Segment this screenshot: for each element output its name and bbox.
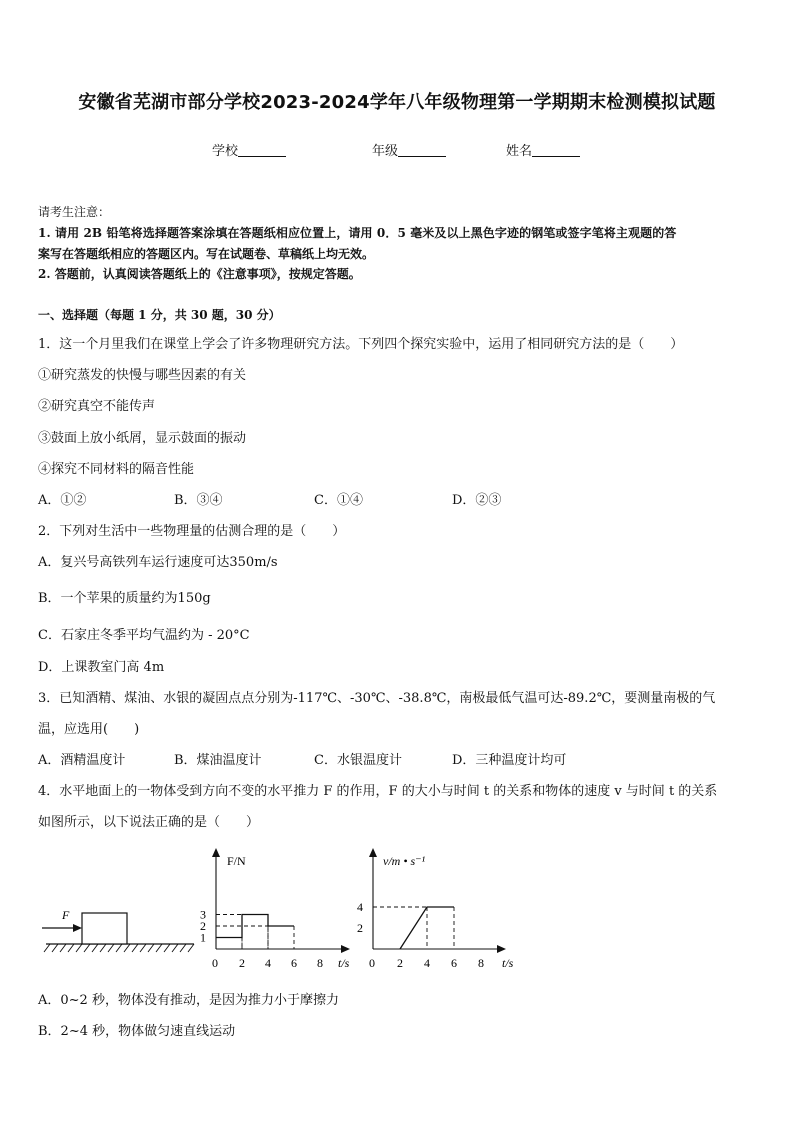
g1-xtick-label: 8 <box>317 956 323 970</box>
notice-line-1b: 案写在答题纸相应的答题区内。写在试题卷、草稿纸上均无效。 <box>38 247 375 261</box>
name-field[interactable] <box>506 140 580 159</box>
block-diagram <box>42 908 194 952</box>
q1-stem: 1．这一个月里我们在课堂上学会了许多物理研究方法。下列四个探究实验中，运用了相同研究方法的是（ ） <box>38 337 684 352</box>
q3-stem-line-2: 温，应选用( ) <box>38 722 140 737</box>
q2-stem: 2．下列对生活中一些物理量的估测合理的是（ ） <box>38 524 346 539</box>
section-heading: 一、选择题（每题 1 分，共 30 题，30 分） <box>38 308 281 322</box>
velocity-time-graph <box>357 848 514 970</box>
name-blank <box>532 142 580 157</box>
q1-option-a[interactable]: A．①② <box>38 493 87 508</box>
graph2-yticks <box>357 900 363 935</box>
graph2-y-arrow <box>369 848 377 857</box>
q1-item-4: ④探究不同材料的隔音性能 <box>38 462 195 477</box>
q3-option-b[interactable]: B．煤油温度计 <box>174 753 262 768</box>
notice-line-2: 2. 答题前，认真阅读答题纸上的《注意事项》，按规定答题。 <box>38 267 361 281</box>
school-field[interactable] <box>212 140 286 159</box>
g2-xtick-label: 8 <box>478 956 484 970</box>
graph1-x-arrow <box>341 945 350 953</box>
q1-item-2: ②研究真空不能传声 <box>38 399 156 414</box>
graph1-xlabel: t/s <box>338 956 350 970</box>
graph1-xticks <box>212 956 323 970</box>
g1-xtick-label: 6 <box>291 956 297 970</box>
block <box>82 913 127 944</box>
q3-option-a[interactable]: A．酒精温度计 <box>38 753 126 768</box>
q2-option-b[interactable]: B．一个苹果的质量约为150g <box>38 591 211 606</box>
q4-option-a[interactable]: A．0~2 秒，物体没有推动，是因为推力小于摩擦力 <box>38 993 339 1008</box>
force-arrow-head <box>73 924 82 932</box>
q4-stem-line-1: 4．水平地面上的一物体受到方向不变的水平推力 F 的作用，F 的大小与时间 t 的关系和物体的速度 v 与时间 t 的关系 <box>38 784 718 799</box>
q1-option-d[interactable]: D．②③ <box>452 493 502 508</box>
q4-figure <box>0 840 794 980</box>
g2-xtick-label: 2 <box>397 956 403 970</box>
q3-option-c[interactable]: C．水银温度计 <box>314 753 402 768</box>
q2-option-a[interactable]: A．复兴号高铁列车运行速度可达350m/s <box>38 555 278 570</box>
notice-line-1a: 1. 请用 2B 铅笔将选择题答案涂填在答题纸相应位置上，请用 0．5 毫米及以上黑色字迹的钢笔或签字笔将主观题的答 <box>38 226 677 240</box>
g1-xtick-label: 4 <box>265 956 271 970</box>
g2-xtick-label: 4 <box>424 956 430 970</box>
grade-field[interactable] <box>372 140 446 159</box>
g1-xtick-label: 0 <box>212 956 218 970</box>
graph2-x-arrow <box>497 945 506 953</box>
g2-ytick-label: 4 <box>357 900 363 914</box>
graph1-yticks <box>200 908 206 945</box>
q1-item-3: ③鼓面上放小纸屑，显示鼓面的振动 <box>38 431 247 446</box>
grade-label: 年级 <box>372 144 399 159</box>
graph1-ylabel: F/N <box>227 854 246 868</box>
q1-option-b[interactable]: B．③④ <box>174 493 223 508</box>
q3-option-d[interactable]: D．三种温度计均可 <box>452 753 567 768</box>
graph1-y-arrow <box>212 848 220 857</box>
q1-item-1: ①研究蒸发的快慢与哪些因素的有关 <box>38 368 247 383</box>
school-label: 学校 <box>212 144 239 159</box>
ground-hatching <box>44 944 194 952</box>
q1-option-c[interactable]: C．①④ <box>314 493 363 508</box>
g1-ytick-label: 3 <box>200 907 206 922</box>
force-label: F <box>62 908 70 922</box>
force-time-graph <box>200 848 350 970</box>
page-title: 安徽省芜湖市部分学校2023-2024学年八年级物理第一学期期末检测模拟试题 <box>78 92 716 113</box>
g1-ytick-label: 1 <box>200 930 206 945</box>
graph1-guides <box>216 915 294 950</box>
g2-xtick-label: 0 <box>369 956 375 970</box>
q3-stem-line-1: 3．已知酒精、煤油、水银的凝固点点分别为-117℃、-30℃、-38.8℃，南极最低气温可达-89.2℃，要测量南极的气 <box>38 691 716 706</box>
q4-option-b[interactable]: B．2~4 秒，物体做匀速直线运动 <box>38 1024 236 1039</box>
notice-heading: 请考生注意： <box>38 205 111 219</box>
q2-option-d[interactable]: D．上课教室门高 4m <box>38 660 165 675</box>
g2-ytick-label: 2 <box>357 921 363 935</box>
graph2-ylabel: v/m • s⁻¹ <box>383 854 426 868</box>
g2-xtick-label: 6 <box>451 956 457 970</box>
q4-stem-line-2: 如图所示，以下说法正确的是（ ） <box>38 815 260 830</box>
graph2-xticks <box>369 956 484 970</box>
school-blank <box>238 142 286 157</box>
grade-blank <box>398 142 446 157</box>
graph2-xlabel: t/s <box>502 956 514 970</box>
name-label: 姓名 <box>506 144 533 159</box>
g1-ytick-label: 2 <box>200 919 206 933</box>
g1-xtick-label: 2 <box>239 956 245 970</box>
q2-option-c[interactable]: C．石家庄冬季平均气温约为 - 20°C <box>38 628 250 643</box>
